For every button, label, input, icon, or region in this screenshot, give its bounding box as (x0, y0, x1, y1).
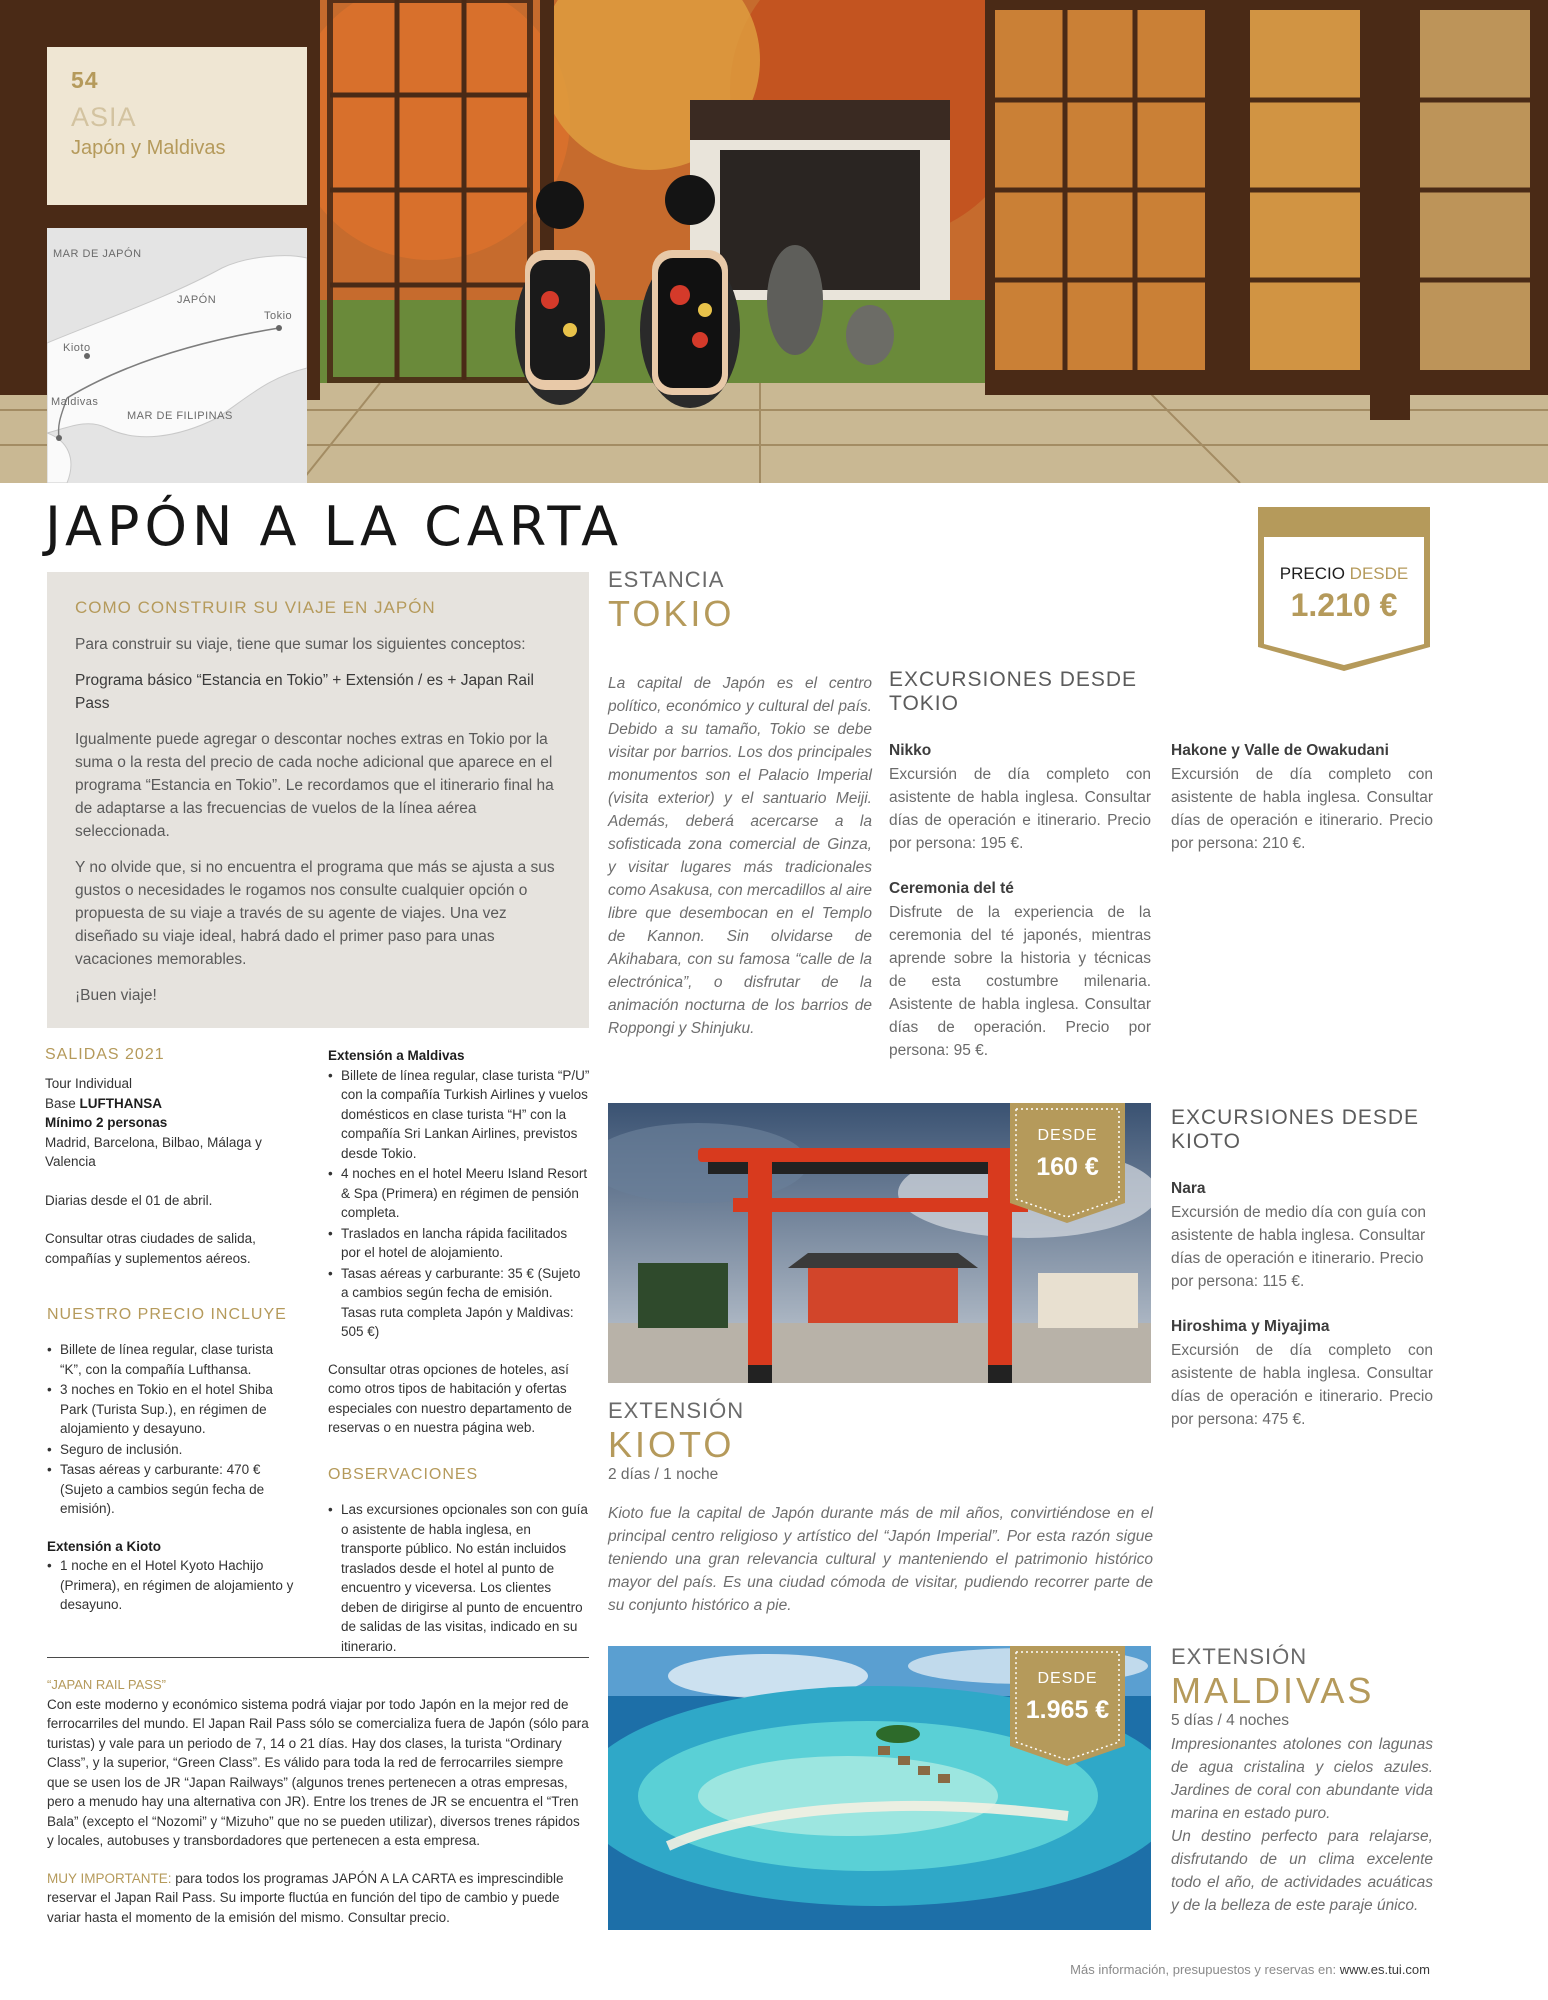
how-to-extra-nights: Igualmente puede agregar o descontar noches extras en Tokio por la suma o la resta del precio de cada noche adicional que aparece en el programa “Estancia en Tokio”. Le recordamos que el itinerario final ha de adaptarse a las frecuencias de vuelos de la línea aérea seleccionada. (75, 731, 554, 840)
map-label-country: JAPÓN (177, 294, 217, 306)
map-label-maldivas: Maldivas (51, 396, 99, 408)
incluye-kioto-list (47, 1556, 295, 1615)
incluye-section (47, 1306, 295, 1616)
list-item: • 4 noches en el hotel Meeru Island Resort & Spa (Primera) en régimen de pensión completa. (328, 1164, 590, 1223)
exc-name: Ceremonia del té (889, 880, 1014, 897)
incluye-heading: NUESTRO PRECIO INCLUYE (47, 1306, 287, 1323)
map-label-sea-japan: MAR DE JAPÓN (53, 248, 142, 260)
observaciones-heading: OBSERVACIONES (328, 1466, 479, 1483)
maldivas-desc-2: Un destino perfecto para relajarse, disfrutando de un clima excelente todo el año, de actividades acuáticas y de la belleza de este paraje único. (1171, 1828, 1433, 1914)
exc-name: Hiroshima y Miyajima (1171, 1318, 1330, 1335)
maldivas-header (1171, 1644, 1374, 1730)
badge-desde: DESDE (1037, 1670, 1098, 1687)
route-map (47, 228, 307, 483)
salidas-minimo: Mínimo 2 personas (45, 1115, 168, 1130)
divider (47, 1657, 589, 1658)
how-to-consult: Y no olvide que, si no encuentra el programa que más se ajusta a sus gustos o necesidades le rogamos nos consulte cualquier opción o propuesta de su viaje a través de su agente de viajes. Una vez diseñado su viaje ideal, habrá dado el primer paso para unas vacaciones memorables. (75, 859, 555, 968)
map-illustration (47, 228, 307, 483)
tokio-kicker: ESTANCIA (608, 567, 725, 592)
list-item: • Traslados en lancha rápida facilitados por el hotel de alojamiento. (328, 1224, 590, 1263)
maldivas-kicker: EXTENSIÓN (1171, 1644, 1308, 1669)
salidas-heading: SALIDAS 2021 (45, 1046, 165, 1063)
maldivas-ext-heading: Extensión a Maldivas (328, 1048, 465, 1063)
railpass-body: Con este moderno y económico sistema podrá viajar por todo Japón en la mejor red de ferrocarriles del mundo. El Japan Rail Pass sólo se comercializa fuera de Japón (sólo para turistas) y vale para un periodo de 7, 14 o 21 días. Hay dos clases, la turista “Ordinary Class”, y la superior, “Green Class”. Es válido para toda la red de ferrocarriles siempre que se usen los de JR “Japan Railways” (algunos trenes pertenecen a otras empresas, pero a menudo hay una alternativa con JR). Entre los trenes de JR se encuentra el “Tren Bala” (excepto el “Nozomi” y “Mizuho” que no se pueden utilizar), diversos trenes rápidos y locales, autobuses y transbordadores que pertenecen a esta empresa. (47, 1696, 589, 1848)
list-item: • Las excursiones opcionales son con guía o asistente de habla inglesa, en transporte público. No están incluidos traslados desde el hotel al punto de encuentro y viceversa. Los clientes deben de dirigirse al punto de encuentro de salidas de las visitas, indicado en su itinerario. (328, 1500, 590, 1656)
maldivas-photo (608, 1646, 1151, 1930)
kioto-price-badge (1010, 1103, 1125, 1223)
exc-name: Nara (1171, 1180, 1206, 1197)
list-item: • Billete de línea regular, clase turista “P/U” con la compañía Turkish Airlines y vuelos domésticos en clase turista “H” con la compañía Sri Lankan Airlines, previstos desde Tokio. (328, 1066, 590, 1164)
footer-note: Más información, presupuestos y reservas en: www.es.tui.com (1070, 1962, 1430, 1977)
kioto-header (608, 1398, 744, 1484)
salidas-consult: Consultar otras ciudades de salida, compañías y suplementos aéreos. (45, 1231, 256, 1266)
exc-body: Excursión de medio día con guía con asistente de habla inglesa. Consultar días de operación e itinerario. Precio por persona: 115 €. (1171, 1204, 1427, 1290)
list-item: • 1 noche en el Hotel Kyoto Hachijo (Primera), en régimen de alojamiento y desayuno. (47, 1556, 295, 1615)
price-label: PRECIO DESDE (1279, 564, 1409, 583)
maldivas-price-badge (1010, 1646, 1125, 1766)
tokio-name: TOKIO (608, 593, 735, 634)
exc-kioto-heading: EXCURSIONES DESDE KIOTO (1171, 1106, 1420, 1153)
price-value: 1.210 € (1290, 587, 1398, 623)
exc-kioto-item-nara (1171, 1180, 1433, 1293)
kioto-kicker: EXTENSIÓN (608, 1398, 745, 1423)
badge-price: 160 € (1036, 1153, 1099, 1181)
page-region: ASIA (71, 102, 137, 132)
map-label-sea-philippines: MAR DE FILIPINAS (127, 410, 233, 422)
tokio-header (608, 567, 734, 635)
kioto-duration: 2 días / 1 noche (608, 1466, 719, 1483)
list-item: • Tasas aéreas y carburante: 470 € (Sujeto a cambios según fecha de emisión). (47, 1460, 295, 1519)
how-to-formula: Programa básico “Estancia en Tokio” + Extensión / es + Japan Rail Pass (75, 672, 534, 712)
maldivas-name: MALDIVAS (1171, 1670, 1375, 1711)
exc-body: Excursión de día completo con asistente de habla inglesa. Consultar días de operación e itinerario. Precio por persona: 475 €. (1171, 1342, 1433, 1428)
badge-price: 1.965 € (1025, 1696, 1110, 1724)
railpass-heading: “JAPAN RAIL PASS” (47, 1677, 166, 1692)
incluye-list (47, 1340, 295, 1519)
map-label-kioto: Kioto (63, 342, 91, 354)
maldivas-ext-note: Consultar otras opciones de hoteles, así como otros tipos de habitación y ofertas especiales con nuestro departamento de reservas o en nuestra página web. (328, 1361, 572, 1435)
exc-kioto-item-hiroshima (1171, 1318, 1433, 1431)
exc-tokio-item-hakone (1171, 742, 1433, 855)
maldivas-description (1171, 1733, 1433, 1917)
price-badge (1258, 507, 1430, 671)
exc-body: Disfrute de la experiencia de la ceremonia del té japonés, mientras aprende sobre la historia y técnicas de esta costumbre milenaria. Asistente de habla inglesa. Consultar días de operación. Precio por persona: 95 €. (889, 904, 1151, 1059)
maldivas-ext-section (328, 1046, 590, 1438)
observaciones-list (328, 1500, 590, 1656)
list-item: • Billete de línea regular, clase turista “K”, con la compañía Lufthansa. (47, 1340, 295, 1379)
page-subtitle: Japón y Maldivas (71, 137, 226, 159)
salidas-section (45, 1046, 295, 1268)
map-label-tokio: Tokio (264, 310, 293, 322)
how-to-closing: ¡Buen viaje! (75, 987, 157, 1004)
how-to-intro: Para construir su viaje, tiene que sumar los siguientes conceptos: (75, 636, 526, 653)
exc-tokio-heading: EXCURSIONES DESDE TOKIO (889, 668, 1138, 715)
exc-tokio-item-tea (889, 880, 1151, 1062)
railpass-section (47, 1675, 589, 1927)
tokio-description: La capital de Japón es el centro político, económico y cultural del país. Debido a su tamaño, Tokio se debe visitar por barrios. Los dos principales monumentos son el Palacio Imperial (visita exterior) y el santuario Meiji. Además, deberá acercarse a la sofisticada zona comercial de Ginza, y visitar lugares más tradicionales como Asakusa, con mercadillos al aire libre que desembocan en el Templo de Kannon. Sin olvidarse de Akihabara, con su famosa “calle de la electrónica”, o disfrutar de la animación nocturna de los barrios de Roppongi y Shinjuku. (608, 675, 872, 1037)
kioto-photo (608, 1103, 1151, 1383)
kioto-name: KIOTO (608, 1424, 735, 1465)
exc-name: Nikko (889, 742, 932, 759)
page-label-box (47, 47, 307, 205)
observaciones-section (328, 1466, 590, 1657)
salidas-daily: Diarias desde el 01 de abril. (45, 1192, 213, 1208)
page-number: 54 (71, 67, 99, 93)
kioto-description: Kioto fue la capital de Japón durante más de mil años, convirtiéndose en el principal centro religioso y artístico del “Japón Imperial”. Por esta razón sigue teniendo una gran relevancia cultural y manteniendo el patrimonio histórico mayor del país. Es una ciudad cómoda de visitar, pudiendo recorrer parte de su conjunto histórico a pie. (608, 1505, 1153, 1614)
railpass-important: MUY IMPORTANTE: para todos los programas JAPÓN A LA CARTA es imprescindible reservar el Japan Rail Pass. Su importe fluctúa en función del tipo de cambio y puede variar hasta el momento de la emisión del mismo. Consultar precio. (47, 1870, 564, 1925)
exc-body: Excursión de día completo con asistente de habla inglesa. Consultar días de operación e itinerario. Precio por persona: 195 €. (889, 766, 1151, 852)
incluye-kioto-heading: Extensión a Kioto (47, 1538, 162, 1554)
salidas-cities: Madrid, Barcelona, Bilbao, Málaga y Valencia (45, 1134, 262, 1169)
salidas-tour: Tour Individual (45, 1076, 133, 1091)
page-title: JAPÓN A LA CARTA (45, 495, 624, 558)
list-item: • 3 noches en Tokio en el hotel Shiba Park (Turista Sup.), en régimen de alojamiento y desayuno. (47, 1380, 295, 1439)
exc-name: Hakone y Valle de Owakudani (1171, 742, 1389, 759)
exc-body: Excursión de día completo con asistente de habla inglesa. Consultar días de operación e itinerario. Precio por persona: 210 €. (1171, 766, 1433, 852)
maldivas-desc-1: Impresionantes atolones con lagunas de agua cristalina y cielos azules. Jardines de coral con abundante vida marina en estado puro. (1171, 1736, 1433, 1822)
maldivas-duration: 5 días / 4 noches (1171, 1712, 1290, 1729)
salidas-base: Base LUFTHANSA (45, 1095, 163, 1111)
how-to-box (47, 572, 589, 1028)
footer-link[interactable]: www.es.tui.com (1339, 1962, 1430, 1977)
badge-desde: DESDE (1037, 1127, 1098, 1144)
maldivas-ext-list (328, 1066, 590, 1342)
list-item: • Seguro de inclusión. (47, 1440, 295, 1460)
how-to-heading: COMO CONSTRUIR SU VIAJE EN JAPÓN (75, 598, 436, 617)
list-item: • Tasas aéreas y carburante: 35 € (Sujeto a cambios según fecha de emisión. Tasas ruta completa Japón y Maldivas: 505 €) (328, 1264, 590, 1342)
exc-tokio-item-nikko (889, 742, 1151, 855)
